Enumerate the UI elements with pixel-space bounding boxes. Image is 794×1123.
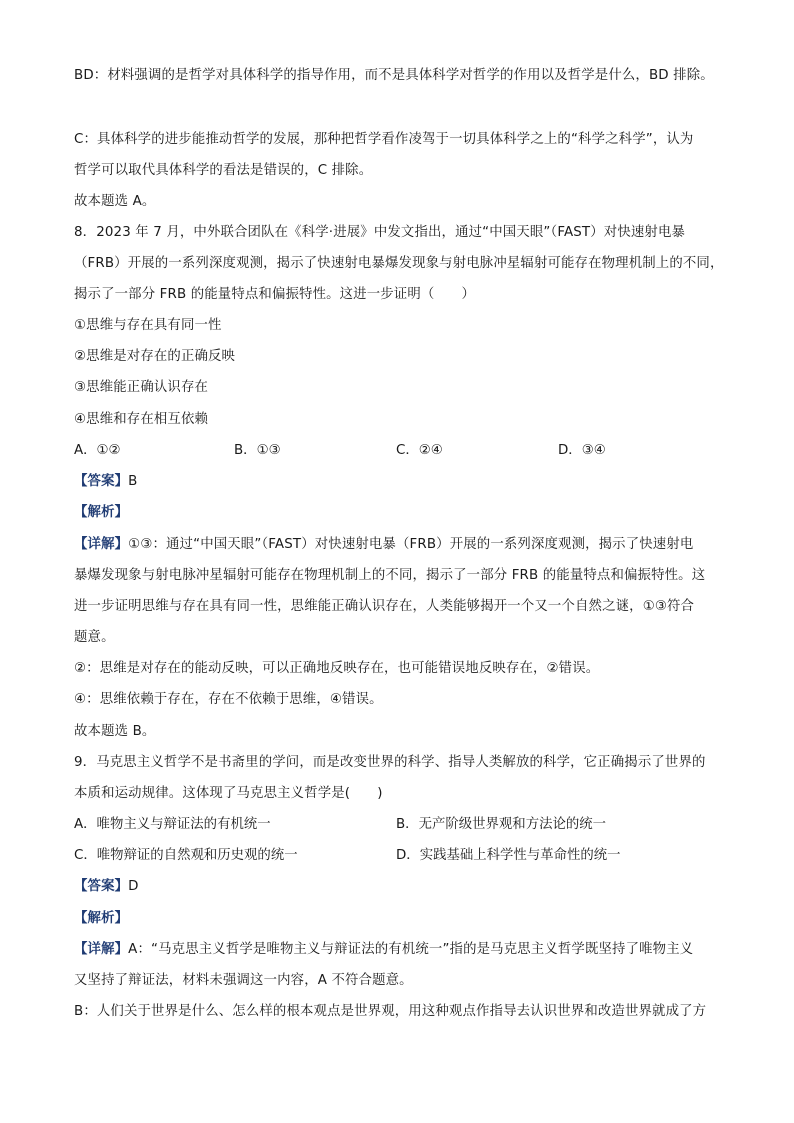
q9-option-a: A．唯物主义与辩证法的有机统一 xyxy=(74,817,271,832)
analysis-label: 【解析】 xyxy=(74,505,129,520)
analysis-label: 【解析】 xyxy=(74,911,129,926)
q9-detail-line1 xyxy=(74,940,724,960)
detail-text: A：“马克思主义哲学是唯物主义与辩证法的有机统一”指的是马克思主义哲学既坚持了唯物主义 xyxy=(128,942,694,957)
q8-detail-line2: 暴爆发现象与射电脉冲星辐射可能存在物理机制上的不同，揭示了一部分 FRB 的能量特点和偏振特性。这 xyxy=(74,568,706,583)
detail-text: ①③：通过“中国天眼”（FAST）对快速射电暴（FRB）开展的一系列深度观测，揭示了快速射电 xyxy=(128,537,694,552)
q9-option-c: C．唯物辩证的自然观和历史观的统一 xyxy=(74,848,298,863)
q7-c-analysis-line1: C：具体科学的进步能推动哲学的发展，那种把哲学看作凌驾于一切具体科学之上的“科学之科学”，认为 xyxy=(74,132,694,147)
q8-stem-line2: （FRB）开展的一系列深度观测，揭示了快速射电暴爆发现象与射电脉冲星辐射可能存在物理机制上的不同， xyxy=(74,256,724,271)
q9-analysis-header xyxy=(74,909,724,929)
q8-conclusion: 故本题选 B。 xyxy=(74,724,156,739)
q8-statement-2: ②思维是对存在的正确反映 xyxy=(74,349,236,364)
detail-label: 【详解】 xyxy=(74,537,129,552)
q9-option-d: D．实践基础上科学性与革命性的统一 xyxy=(396,848,621,863)
q8-stem-line3: 揭示了一部分 FRB 的能量特点和偏振特性。这进一步证明（ ） xyxy=(74,287,476,302)
q8-detail-line3: 进一步证明思维与存在具有同一性，思维能正确认识存在，人类能够揭开一个又一个自然之谜，①③符合 xyxy=(74,599,695,614)
q8-detail-line4: 题意。 xyxy=(74,630,115,645)
answer-label: 【答案】 xyxy=(74,879,129,894)
detail-label: 【详解】 xyxy=(74,942,129,957)
answer-value: D xyxy=(128,879,139,894)
q7-c-analysis-line2: 哲学可以取代具体科学的看法是错误的，C 排除。 xyxy=(74,163,373,178)
q9-detail-line2: 又坚持了辩证法，材料未强调这一内容，A 不符合题意。 xyxy=(74,973,413,988)
q8-statement-4: ④思维和存在相互依赖 xyxy=(74,412,209,427)
q8-option-c: C．②④ xyxy=(396,443,443,458)
q9-stem-line2: 本质和运动规律。这体现了马克思主义哲学是( ) xyxy=(74,786,383,801)
q8-detail-line1 xyxy=(74,535,724,555)
q8-option-b: B．①③ xyxy=(234,443,281,458)
q8-statement-1: ①思维与存在具有同一性 xyxy=(74,318,222,333)
q8-analysis-header xyxy=(74,503,724,523)
answer-label: 【答案】 xyxy=(74,474,129,489)
q9-detail-b: B：人们关于世界是什么、怎么样的根本观点是世界观，用这种观点作指导去认识世界和改造世界就成了方 xyxy=(74,1004,707,1019)
q9-stem-line1: 9．马克思主义哲学不是书斋里的学问，而是改变世界的科学、指导人类解放的科学，它正确揭示了世界的 xyxy=(74,755,706,770)
q9-option-b: B．无产阶级世界观和方法论的统一 xyxy=(396,817,607,832)
q7-bd-analysis: BD：材料强调的是哲学对具体科学的指导作用，而不是具体科学对哲学的作用以及哲学是什么，BD 排除。 xyxy=(74,68,714,83)
answer-value: B xyxy=(128,474,138,489)
q8-detail-2: ②：思维是对存在的能动反映，可以正确地反映存在，也可能错误地反映存在，②错误。 xyxy=(74,661,600,676)
q8-statement-3: ③思维能正确认识存在 xyxy=(74,380,209,395)
q8-stem-line1: 8．2023 年 7 月，中外联合团队在《科学·进展》中发文指出，通过“中国天眼”（FAST）对快速射电暴 xyxy=(74,225,686,240)
q8-detail-4: ④：思维依赖于存在，存在不依赖于思维，④错误。 xyxy=(74,692,383,707)
q8-option-a: A．①② xyxy=(74,443,121,458)
q8-option-d: D．③④ xyxy=(558,443,606,458)
q7-conclusion: 故本题选 A。 xyxy=(74,194,156,209)
q8-answer xyxy=(74,472,724,492)
q9-answer xyxy=(74,877,724,897)
